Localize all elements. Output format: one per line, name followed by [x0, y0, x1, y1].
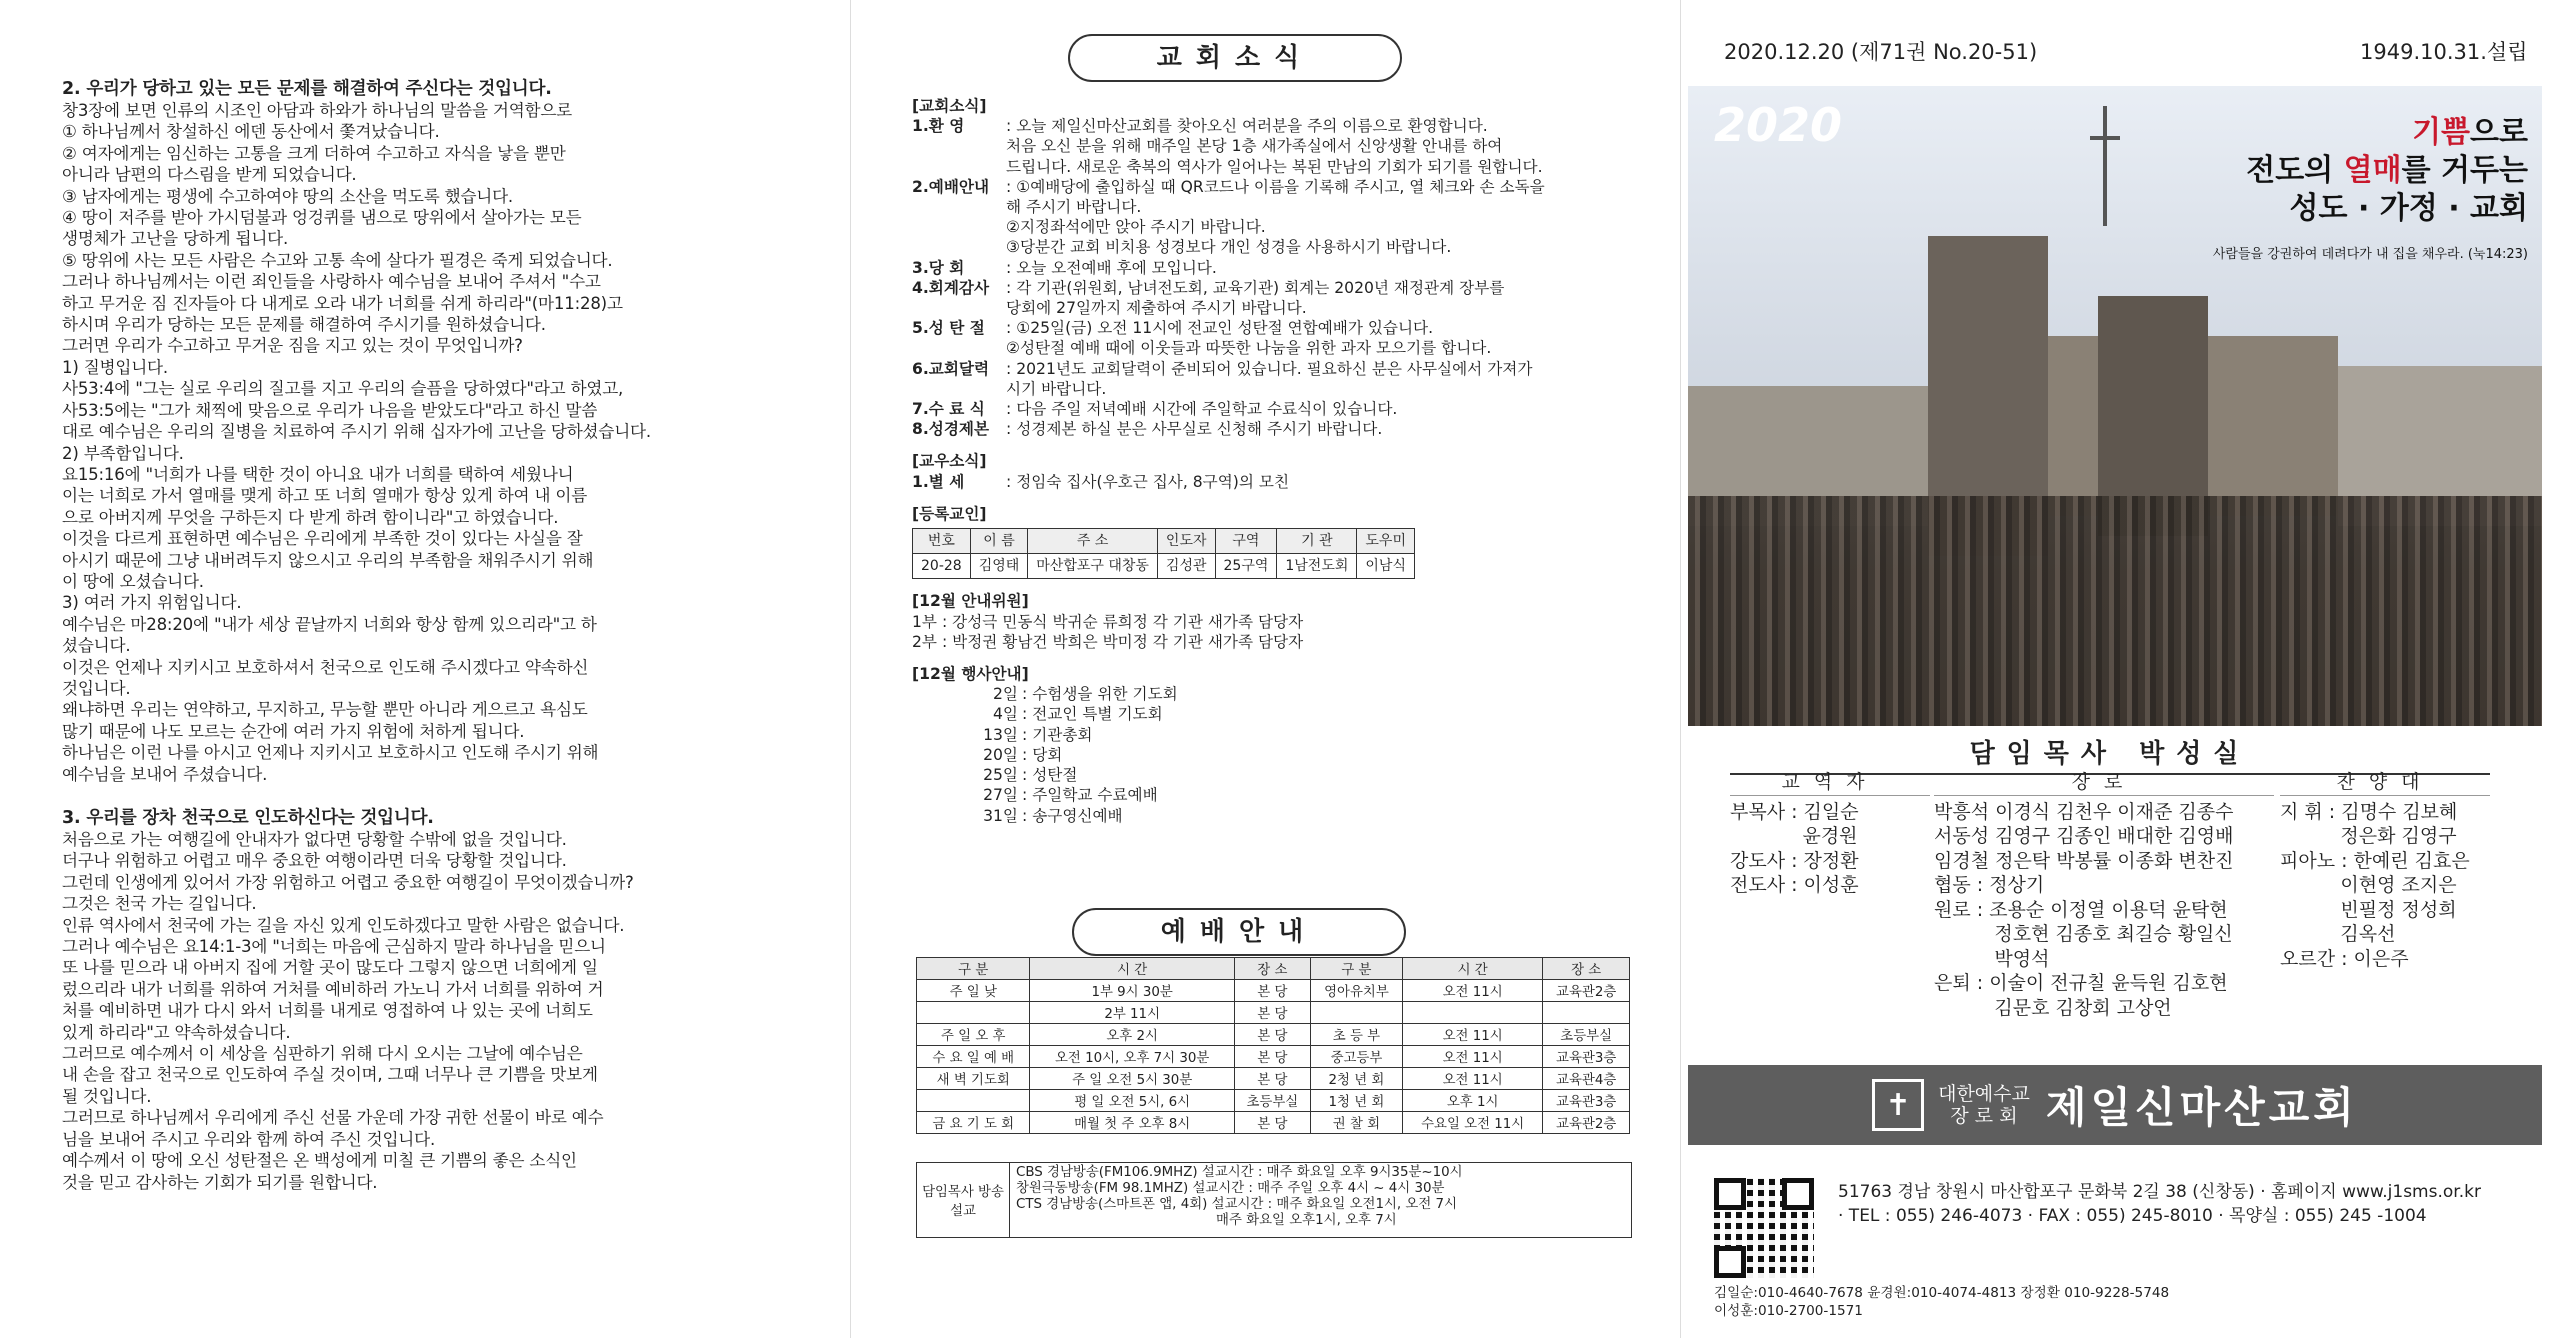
table-header-cell: 구 분	[917, 958, 1030, 980]
table-row	[913, 554, 1415, 579]
sermon-line: 처를 예비하면 내가 다시 와서 너희를 내게로 영접하여 나 있는 곳에 너희도	[62, 1001, 593, 1021]
table-cell: 영아유치부	[1310, 980, 1402, 1002]
news-item-text: ②성탄절 예배 때에 이웃들과 따뜻한 나눔을 위한 과자 모으기를 합니다.	[1006, 339, 1492, 358]
sermon-section-3-body	[62, 829, 832, 1193]
sermon-line: 인류 역사에서 천국에 가는 길을 자신 있게 인도하겠다고 말한 사람은 없습니다.	[62, 915, 625, 935]
table-cell: 교육관3층	[1543, 1046, 1630, 1068]
table-cell: 1청 년 회	[1310, 1090, 1402, 1112]
table-cell: 주 일 오전 5시 30분	[1030, 1068, 1234, 1090]
table-header-cell: 장 소	[1543, 958, 1630, 980]
event-date: 4일	[993, 705, 1018, 724]
broadcast-line: 매주 화요일 오후1시, 오후 7시	[1016, 1213, 1397, 1228]
table-cell: 초등부실	[1234, 1090, 1310, 1112]
news-item-text: : ①예배당에 출입하실 때 QR코드나 이름을 기록해 주시고, 열 체크와 손 소독을	[1006, 177, 1545, 196]
guide-line: 2부 : 박정권 황남건 박희은 박미정 각 기관 새가족 담당자	[912, 632, 1304, 651]
sermon-line: ① 하나님께서 창설하신 에덴 동산에서 쫓겨났습니다.	[62, 122, 440, 142]
news-item-text: 처음 오신 분을 위해 매주일 본당 1층 새가족실에서 신앙생활 안내를 하여	[1006, 137, 1503, 156]
news-item	[912, 258, 1642, 278]
member-news-label: 1.별 세	[912, 472, 965, 491]
staff-line: 김문호 김창회 고상언	[1934, 996, 2172, 1019]
news-item-label: 5.성 탄 절	[912, 319, 985, 338]
news-item-label: 8.성경제본	[912, 420, 990, 439]
event-date: 20일	[983, 745, 1018, 764]
table-cell: 권 찰 회	[1310, 1112, 1402, 1134]
news-item-text: : 2021년도 교회달력이 준비되어 있습니다. 필요하신 분은 사무실에서 가져가	[1006, 359, 1533, 378]
event-item	[912, 704, 1642, 724]
table-cell: 주 일 낮	[917, 980, 1030, 1002]
sermon-text	[62, 78, 832, 1193]
table-cell: 오후 1시	[1403, 1090, 1543, 1112]
table-cell: 오전 11시	[1403, 1046, 1543, 1068]
sermon-line: 될 것입니다.	[62, 1086, 152, 1106]
table-cell: 오전 11시	[1403, 980, 1543, 1002]
table-cell: 20-28	[913, 554, 971, 579]
registration-table-header	[913, 529, 1415, 554]
table-cell: 본 당	[1234, 980, 1310, 1002]
table-cell: 금 요 기 도 회	[917, 1112, 1030, 1134]
issue-date: 2020.12.20 (제71권 No.20-51)	[1724, 40, 2038, 64]
staff-choir: 찬양대 지 휘 : 김명수 김보혜 정은화 김영구 피아노 : 한예린 김효은 이현영 조지은 빈필정 정성희 김옥선 오르간 : 이은주	[2280, 770, 2490, 971]
broadcast-line: 창원극동방송(FM 98.1MHZ) 설교시간 : 매주 주일 오후 4시 ~ 4시 30분	[1016, 1181, 1445, 1196]
table-row	[917, 1090, 1630, 1112]
table-cell: 오전 10시, 오후 7시 30분	[1030, 1046, 1234, 1068]
sermon-line: 렀으리라 내가 너희를 위하여 거처를 예비하러 가노니 가서 너희를 위하여 거	[62, 979, 604, 999]
staff-line: 윤경원	[1730, 825, 1858, 847]
staff-line: 서동성 김영구 김종인 배대한 김영배	[1934, 825, 2234, 847]
table-header-cell: 구 분	[1310, 958, 1402, 980]
table-cell: 새 벽 기도회	[917, 1068, 1030, 1090]
table-cell: 2청 년 회	[1310, 1068, 1402, 1090]
table-cell: 본 당	[1234, 1002, 1310, 1024]
events-list	[912, 684, 1642, 825]
sermon-line: 님을 보내어 주시고 우리와 함께 하여 주신 것입니다.	[62, 1129, 436, 1149]
staff-line: 정은화 김영구	[2280, 825, 2457, 847]
sermon-line: 아시기 때문에 그냥 내버려두지 않으시고 우리의 부족함을 채워주시기 위해	[62, 550, 594, 570]
staff-line: 박흥석 이경식 김천우 이재준 김종수	[1934, 800, 2234, 823]
guide-line: 1부 : 강성극 민동식 박귀순 류희정 각 기관 새가족 담당자	[912, 612, 1304, 631]
staff-line: 피아노 : 한예린 김효은	[2280, 849, 2470, 872]
sermon-line: 이것을 다르게 표현하면 예수님은 우리에게 부족한 것이 있다는 사실을 잘	[62, 529, 583, 549]
broadcast-schedule	[1010, 1163, 1469, 1237]
sermon-line: 예수님을 보내어 주셨습니다.	[62, 764, 268, 784]
staff-line: 부목사 : 김일순	[1730, 800, 1859, 823]
sermon-line: 으로 아버지께 무엇을 구하든지 다 받게 하려 함이니라"고 하였습니다.	[62, 507, 559, 527]
event-text: : 수험생을 위한 기도회	[1022, 685, 1178, 704]
event-date: 31일	[983, 806, 1018, 825]
event-date: 27일	[983, 786, 1018, 805]
sermon-line: 또 나를 믿으라 내 아버지 집에 거할 곳이 많도다 그렇지 않으면 너희에게 일	[62, 958, 598, 978]
member-news-text: : 정임숙 집사(우호근 집사, 8구역)의 모친	[1006, 472, 1290, 491]
news-item-label: 6.교회달력	[912, 359, 990, 378]
table-cell: 이남식	[1357, 554, 1415, 579]
sermon-line: 그러나 하나님께서는 이런 죄인들을 사랑하사 예수님을 보내어 주셔서 "수고	[62, 272, 601, 292]
table-cell	[1403, 1002, 1543, 1024]
table-cell: 주 일 오 후	[917, 1024, 1030, 1046]
table-header-cell: 인도자	[1157, 529, 1215, 554]
church-photo	[1688, 86, 2542, 726]
news-item	[912, 419, 1642, 439]
founded-date: 1949.10.31.설립	[2360, 40, 2528, 64]
sermon-line: 아니라 남편의 다스림을 받게 되었습니다.	[62, 165, 357, 185]
church-banner	[1688, 1065, 2542, 1145]
sermon-line: 그러면 우리가 수고하고 무거운 짐을 지고 있는 것이 무엇입니까?	[62, 336, 523, 356]
table-cell: 교육관4층	[1543, 1068, 1630, 1090]
member-news-item	[912, 472, 1642, 492]
sermon-line: 이 땅에 오셨습니다.	[62, 571, 204, 591]
table-header-cell: 이 름	[970, 529, 1028, 554]
news-item-label	[912, 217, 1006, 237]
table-cell: 1남전도회	[1277, 554, 1357, 579]
news-item	[912, 136, 1642, 156]
table-cell: 1부 9시 30분	[1030, 980, 1234, 1002]
events-header: [12월 행사안내]	[912, 665, 1029, 684]
worship-table-header	[917, 958, 1630, 980]
table-cell: 김영태	[970, 554, 1028, 579]
sermon-line: 예수께서 이 땅에 오신 성탄절은 온 백성에게 미칠 큰 기쁨의 좋은 소식인	[62, 1151, 577, 1171]
table-cell: 마산합포구 대창동	[1028, 554, 1158, 579]
sermon-line: 왜냐하면 우리는 연약하고, 무지하고, 무능할 뿐만 아니라 게으르고 욕심도	[62, 700, 588, 720]
table-header-cell: 번호	[913, 529, 971, 554]
table-header-cell: 구역	[1215, 529, 1277, 554]
sermon-line: 많기 때문에 나도 모르는 순간에 여러 가지 위험에 처하게 됩니다.	[62, 721, 525, 741]
table-cell	[1310, 1002, 1402, 1024]
church-name: 제일신마산교회	[2045, 1083, 2358, 1132]
sermon-line: ⑤ 땅위에 사는 모든 사람은 수고와 고통 속에 살다가 필경은 죽게 되었습니다.	[62, 250, 613, 270]
news-item	[912, 318, 1642, 338]
broadcast-line: CTS 경남방송(스마트폰 앱, 4회) 설교시간 : 매주 화요일 오전1시, 오전 7시	[1016, 1197, 1458, 1212]
table-row	[917, 1024, 1630, 1046]
sermon-line: 요15:16에 "너희가 나를 택한 것이 아니요 내가 너희를 택하여 세웠나니	[62, 464, 574, 484]
event-item	[912, 684, 1642, 704]
cover-slogan: 기쁨으로 전도의 열매를 거두는 성도 · 가정 · 교회 사람들을 강권하여 데려다가 내 집을 채우라. (눅14:23)	[2212, 115, 2528, 262]
table-row	[917, 1046, 1630, 1068]
sermon-section-3-title: 3. 우리를 장차 천국으로 인도하신다는 것입니다.	[62, 808, 434, 828]
staff-line: 강도사 : 장정환	[1730, 849, 1859, 872]
worship-table	[916, 957, 1630, 1134]
event-item	[912, 725, 1642, 745]
news-item-label	[912, 338, 1006, 358]
event-item	[912, 765, 1642, 785]
event-text: : 주일학교 수료예배	[1022, 786, 1158, 805]
table-cell: 오전 11시	[1403, 1068, 1543, 1090]
event-item	[912, 806, 1642, 826]
staff-line: 정호현 김종호 최길승 황일신	[1934, 923, 2233, 945]
news-item-label: 3.당 회	[912, 258, 965, 277]
news-item	[912, 157, 1642, 177]
news-item-label	[912, 298, 1006, 318]
sermon-line: 하시며 우리가 당하는 모든 문제를 해결하여 주시기를 원하셨습니다.	[62, 315, 546, 335]
qr-code-icon[interactable]	[1714, 1178, 1814, 1278]
table-cell: 교육관2층	[1543, 980, 1630, 1002]
table-cell: 매월 첫 주 오후 8시	[1030, 1112, 1234, 1134]
staff-line: 은퇴 : 이술이 전규칠 윤득원 김호현	[1934, 972, 2228, 994]
table-cell: 25구역	[1215, 554, 1277, 579]
news-item-label: 2.예배안내	[912, 177, 990, 196]
sermon-line: 내 손을 잡고 천국으로 인도하여 주실 것이며, 그때 너무나 큰 기쁨을 맛보게	[62, 1065, 598, 1085]
event-text: : 기관총회	[1022, 725, 1093, 744]
table-cell: 김성관	[1157, 554, 1215, 579]
sermon-line: 처음으로 가는 여행길에 안내자가 없다면 당황할 수밖에 없을 것입니다.	[62, 830, 567, 849]
news-item-text: : 성경제본 하실 분은 사무실로 신청해 주시기 바랍니다.	[1006, 420, 1383, 439]
church-logo-icon: ✝	[1872, 1079, 1924, 1131]
sermon-line: 1) 질병입니다.	[62, 357, 168, 377]
staff-line: 협동 : 정상기	[1934, 874, 2045, 896]
table-cell	[917, 1002, 1030, 1024]
table-cell: 오후 2시	[1030, 1024, 1234, 1046]
table-header-cell: 장 소	[1234, 958, 1310, 980]
news-item-text: ③당분간 교회 비치용 성경보다 개인 성경을 사용하시기 바랍니다.	[1006, 238, 1452, 257]
sermon-line: 그러므로 하나님께서 우리에게 주신 선물 가운데 가장 귀한 선물이 바로 예수	[62, 1108, 604, 1128]
table-cell: 본 당	[1234, 1024, 1310, 1046]
broadcast-label: 담임목사 방송설교	[917, 1163, 1010, 1237]
news-item-text: 해 주시기 바랍니다.	[1006, 198, 1142, 217]
sermon-line: ③ 남자에게는 평생에 수고하여야 땅의 소산을 먹도록 했습니다.	[62, 186, 514, 206]
table-cell: 교육관2층	[1543, 1112, 1630, 1134]
table-header-cell: 도우미	[1357, 529, 1415, 554]
news-item-text: : 오늘 제일신마산교회를 찾아오신 여러분을 주의 이름으로 환영합니다.	[1006, 117, 1488, 136]
news-item	[912, 399, 1642, 419]
news-item	[912, 116, 1642, 136]
sermon-line: 창3장에 보면 인류의 시조인 아담과 하와가 하나님의 말씀을 거역함으로	[62, 101, 573, 120]
news-item-text: : 오늘 오전예배 후에 모입니다.	[1006, 258, 1217, 277]
sermon-line: 그것은 천국 가는 길입니다.	[62, 894, 257, 914]
sermon-line: 예수님은 마28:20에 "내가 세상 끝날까지 너희와 항상 함께 있으리라"고 하	[62, 614, 597, 634]
church-news-header: [교회소식]	[912, 97, 987, 115]
table-row	[917, 1068, 1630, 1090]
event-text: : 송구영신예배	[1022, 806, 1123, 825]
table-cell	[1543, 1002, 1630, 1024]
church-news-list	[912, 116, 1642, 439]
table-cell: 교육관3층	[1543, 1090, 1630, 1112]
news-item-label: 1.환 영	[912, 117, 965, 136]
table-cell: 중고등부	[1310, 1046, 1402, 1068]
sermon-line: ② 여자에게는 임신하는 고통을 크게 더하여 수고하고 자식을 낳을 뿐만	[62, 143, 566, 163]
sermon-line: 이는 너희로 가서 열매를 맺게 하고 또 너희 열매가 항상 있게 하여 내 이름	[62, 486, 588, 506]
table-cell: 본 당	[1234, 1068, 1310, 1090]
sermon-line: 2) 부족함입니다.	[62, 443, 184, 463]
sermon-line: 그러나 예수님은 요14:1-3에 "너희는 마음에 근심하지 말라 하나님을 믿으니	[62, 937, 606, 957]
news-item-label	[912, 197, 1006, 217]
member-news-header: [교우소식]	[912, 452, 987, 471]
staff-line: 임경철 정은탁 박봉률 이종화 변찬진	[1934, 849, 2234, 872]
table-cell: 본 당	[1234, 1046, 1310, 1068]
table-cell: 오전 11시	[1403, 1024, 1543, 1046]
table-header-cell: 기 관	[1277, 529, 1357, 554]
worship-guide-title: 예배안내	[1072, 908, 1406, 956]
table-cell: 수 요 일 예 배	[917, 1046, 1030, 1068]
news-item	[912, 217, 1642, 237]
news-item-text: 시기 바랍니다.	[1006, 379, 1107, 398]
sermon-line: 이것은 언제나 지키시고 보호하셔서 천국으로 인도해 주시겠다고 약속하신	[62, 657, 589, 677]
event-date: 13일	[983, 725, 1018, 744]
church-news-title: 교회소식	[1068, 34, 1402, 82]
registration-table	[912, 528, 1415, 579]
sermon-line: 그러므로 예수께서 이 세상을 심판하기 위해 다시 오시는 그날에 예수님은	[62, 1044, 583, 1064]
staff-line: 전도사 : 이성훈	[1730, 874, 1859, 896]
staff-elders: 장로 박흥석 이경식 김천우 이재준 김종수 서동성 김영구 김종인 배대한 김영배 임경철 정은탁 박봉률 이종화 변찬진 협동 : 정상기 원로 : 조용순 이정열 이용덕 윤탁현 정호현 김종호 최길승 황일신 박영석 은퇴 : 이술이 전규칠 윤득원 김호현 김문호 김창회 고상언	[1934, 770, 2274, 1020]
news-item-text: ②지정좌석에만 앉아 주시기 바랍니다.	[1006, 218, 1266, 237]
table-cell: 본 당	[1234, 1112, 1310, 1134]
staff-phones: 김일순:010-4640-7678 윤경원:010-4074-4813 장정환 010-9228-5748 이성훈:010-2700-1571	[1714, 1285, 2170, 1319]
table-header-cell: 시 간	[1030, 958, 1234, 980]
table-row	[917, 980, 1630, 1002]
event-date: 2일	[993, 685, 1018, 704]
sermon-line: 사53:5에는 "그가 채찍에 맞음으로 우리가 나음을 받았도다"라고 하신 말씀	[62, 400, 598, 420]
news-item-label	[912, 379, 1006, 399]
news-item	[912, 237, 1642, 257]
sermon-line: 생명체가 고난을 당하게 됩니다.	[62, 229, 289, 249]
sermon-line: 하나님은 이런 나를 아시고 언제나 지키시고 보호하시고 인도해 주시기 위해	[62, 743, 599, 763]
table-header-cell: 시 간	[1403, 958, 1543, 980]
staff-line: 빈필정 정성희	[2280, 898, 2457, 921]
sermon-line: 하고 무거운 짐 진자들아 다 내게로 오라 내가 너희를 쉬게 하리라"(마11:28)고	[62, 293, 623, 313]
event-text: : 전교인 특별 기도회	[1022, 705, 1163, 724]
guide-list	[912, 612, 1642, 652]
table-cell: 초등부실	[1543, 1024, 1630, 1046]
news-item-label: 7.수 료 식	[912, 400, 985, 419]
news-item-label	[912, 136, 1006, 156]
news-item-label: 4.회계감사	[912, 278, 990, 297]
table-cell	[917, 1090, 1030, 1112]
news-item	[912, 359, 1642, 379]
cover-year: 2020	[1714, 98, 1843, 152]
event-item	[912, 745, 1642, 765]
table-cell: 2부 11시	[1030, 1002, 1234, 1024]
staff-line: 원로 : 조용순 이정열 이용덕 윤탁현	[1934, 898, 2228, 921]
event-text: : 당회	[1022, 745, 1063, 764]
broadcast-box	[916, 1162, 1632, 1238]
sermon-line: 3) 여러 가지 위험입니다.	[62, 593, 242, 613]
sermon-line: 사53:4에 "그는 실로 우리의 질고를 지고 우리의 슬픔을 당하였다"라고 하였고,	[62, 379, 624, 399]
table-cell: 초 등 부	[1310, 1024, 1402, 1046]
staff-line: 오르간 : 이은주	[2280, 947, 2409, 970]
broadcast-line: CBS 경남방송(FM106.9MHZ) 설교시간 : 매주 화요일 오후 9시35분~10시	[1016, 1165, 1463, 1180]
sermon-line: ④ 땅이 저주를 받아 가시덤불과 엉겅퀴를 냄으로 땅위에서 살아가는 모든	[62, 208, 582, 228]
staff-line: 지 휘 : 김명수 김보혜	[2280, 800, 2458, 823]
sermon-line: 그런데 인생에게 있어서 가장 위험하고 어렵고 중요한 여행길이 무엇이겠습니까?	[62, 872, 634, 892]
news-item	[912, 379, 1642, 399]
news-item-label	[912, 157, 1006, 177]
event-text: : 성탄절	[1022, 766, 1078, 785]
sermon-line: 것을 믿고 감사하는 기회가 되기를 원합니다.	[62, 1172, 378, 1192]
sermon-line: 대로 예수님은 우리의 질병을 치료하여 주시기 위해 십자가에 고난을 당하셨습니다.	[62, 422, 651, 442]
senior-pastor: 담임목사 박성실	[1730, 735, 2490, 775]
registration-header: [등록교인]	[912, 504, 987, 523]
sermon-line: 더구나 위험하고 어렵고 매우 중요한 여행이라면 더욱 당황할 것입니다.	[62, 851, 567, 871]
event-date: 25일	[983, 766, 1018, 785]
table-row	[917, 1002, 1630, 1024]
news-item-label	[912, 237, 1006, 257]
news-item-text: : 다음 주일 저녁예배 시간에 주일학교 수료식이 있습니다.	[1006, 400, 1398, 419]
news-item-text: 드립니다. 새로운 축복의 역사가 일어나는 복된 만남의 기회가 되기를 원합니다.	[1006, 157, 1543, 176]
sermon-line: 셨습니다.	[62, 636, 131, 656]
denomination: 대한예수교 장 로 회	[1938, 1083, 2030, 1127]
news-item	[912, 298, 1642, 318]
news-item	[912, 278, 1642, 298]
sermon-line: 것입니다.	[62, 678, 131, 698]
news-item-text: : 각 기관(위원회, 남녀전도회, 교육기관) 회계는 2020년 재정관계 장부를	[1006, 278, 1505, 297]
staff-ministers: 교역자 부목사 : 김일순 윤경원 강도사 : 장정환 전도사 : 이성훈	[1730, 770, 1930, 898]
church-news	[912, 96, 1642, 838]
staff-line: 이현영 조지은	[2280, 874, 2457, 896]
table-header-cell: 주 소	[1028, 529, 1158, 554]
table-cell: 수요일 오전 11시	[1403, 1112, 1543, 1134]
sermon-section-2-body	[62, 100, 832, 785]
news-item	[912, 197, 1642, 217]
sermon-line: 있게 하리라"고 약속하셨습니다.	[62, 1022, 291, 1042]
news-item	[912, 338, 1642, 358]
news-item	[912, 177, 1642, 197]
table-row	[917, 1112, 1630, 1134]
guide-header: [12월 안내위원]	[912, 592, 1029, 611]
church-address: 51763 경남 창원시 마산합포구 문화북 2길 38 (신창동) · 홈페이지 www.j1sms.or.kr · TEL : 055) 246-4073 · FAX : 055) 245-8010 · 목양실 : 055) 245 -1004	[1838, 1182, 2481, 1226]
table-cell: 평 일 오전 5시, 6시	[1030, 1090, 1234, 1112]
news-item-text: 당회에 27일까지 제출하여 주시기 바랍니다.	[1006, 299, 1307, 318]
event-item	[912, 785, 1642, 805]
staff-line: 김옥선	[2280, 923, 2396, 945]
staff-line: 박영석	[1934, 947, 2050, 970]
sermon-section-2-title: 2. 우리가 당하고 있는 모든 문제를 해결하여 주신다는 것입니다.	[62, 79, 552, 99]
news-item-text: : ①25일(금) 오전 11시에 전교인 성탄절 연합예배가 있습니다.	[1006, 319, 1434, 338]
